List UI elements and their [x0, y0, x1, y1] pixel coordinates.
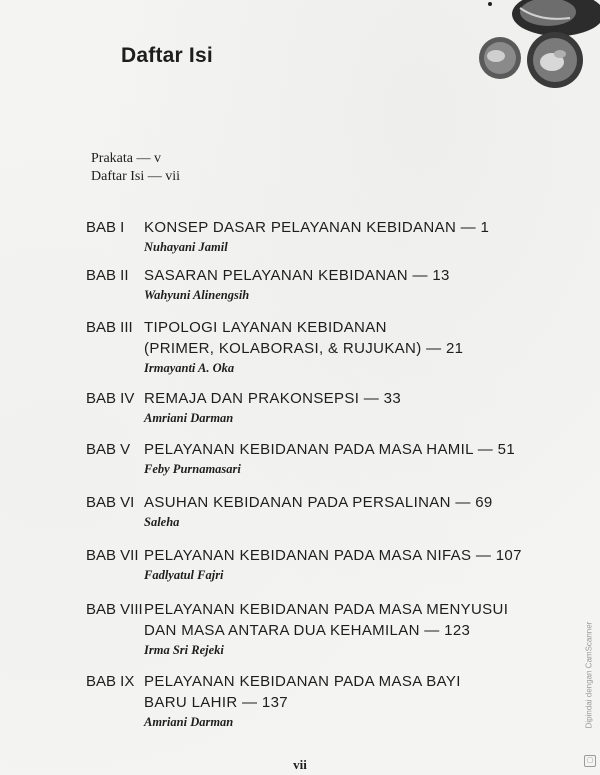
chapter-number: BAB VI	[86, 494, 135, 511]
page-title: Daftar Isi	[121, 44, 213, 67]
chapter-title: PELAYANAN KEBIDANAN PADA MASA NIFAS — 107	[144, 547, 522, 564]
toc-entry[interactable]	[86, 388, 556, 439]
chapter-title: PELAYANAN KEBIDANAN PADA MASA HAMIL — 51	[144, 441, 516, 458]
chapter-title: PELAYANAN KEBIDANAN PADA MASA MENYUSUI DAN MASA ANTARA DUA KEHAMILAN — 123	[144, 601, 509, 639]
page-number: vii	[293, 757, 307, 772]
chapter-author: Irma Sri Rejeki	[144, 643, 224, 657]
chapter-author: Wahyuni Alinengsih	[144, 288, 250, 302]
chapter-number: BAB IX	[86, 673, 135, 690]
chapter-author: Fadlyatul Fajri	[144, 568, 224, 582]
toc-entry[interactable]	[86, 217, 556, 265]
toc-entry[interactable]	[86, 265, 556, 317]
front-matter-item-preface[interactable]: Prakata — v	[91, 151, 161, 166]
toc-entry[interactable]	[86, 545, 556, 599]
header-photo-collage	[460, 0, 600, 100]
chapter-number: BAB VIII	[86, 601, 143, 618]
chapter-number: BAB III	[86, 319, 133, 336]
toc-entry[interactable]	[86, 439, 556, 492]
chapter-author: Saleha	[144, 515, 180, 529]
chapter-author: Amriani Darman	[144, 411, 234, 425]
chapter-title: ASUHAN KEBIDANAN PADA PERSALINAN — 69	[144, 494, 493, 511]
front-matter-item-contents[interactable]: Daftar Isi — vii	[91, 169, 181, 184]
toc-entry[interactable]	[86, 492, 556, 545]
front-matter-list	[91, 150, 180, 186]
toc-entry[interactable]	[86, 317, 556, 388]
chapter-title: KONSEP DASAR PELAYANAN KEBIDANAN — 1	[144, 219, 490, 236]
camscanner-logo-icon: ▢	[584, 755, 596, 767]
chapter-author: Feby Purnamasari	[144, 462, 241, 476]
chapter-title: TIPOLOGI LAYANAN KEBIDANAN (PRIMER, KOLABORASI, & RUJUKAN) — 21	[144, 319, 464, 357]
chapter-title: REMAJA DAN PRAKONSEPSI — 33	[144, 390, 402, 407]
chapter-author: Irmayanti A. Oka	[144, 361, 235, 375]
scanner-watermark	[580, 580, 598, 770]
chapter-number: BAB V	[86, 441, 131, 458]
chapter-number: BAB IV	[86, 390, 135, 407]
chapter-number: BAB II	[86, 267, 129, 284]
chapter-number: BAB I	[86, 219, 125, 236]
chapter-author: Nuhayani Jamil	[144, 240, 228, 254]
chapter-title: PELAYANAN KEBIDANAN PADA MASA BAYI BARU LAHIR — 137	[144, 673, 461, 711]
chapter-number: BAB VII	[86, 547, 139, 564]
toc-entry[interactable]	[86, 671, 556, 733]
chapter-title: SASARAN PELAYANAN KEBIDANAN — 13	[144, 267, 450, 284]
scanner-watermark-text: Dipindai dengan CamScanner	[584, 621, 594, 729]
toc-entry[interactable]	[86, 599, 556, 671]
table-of-contents	[86, 217, 556, 733]
chapter-author: Amriani Darman	[144, 715, 234, 729]
